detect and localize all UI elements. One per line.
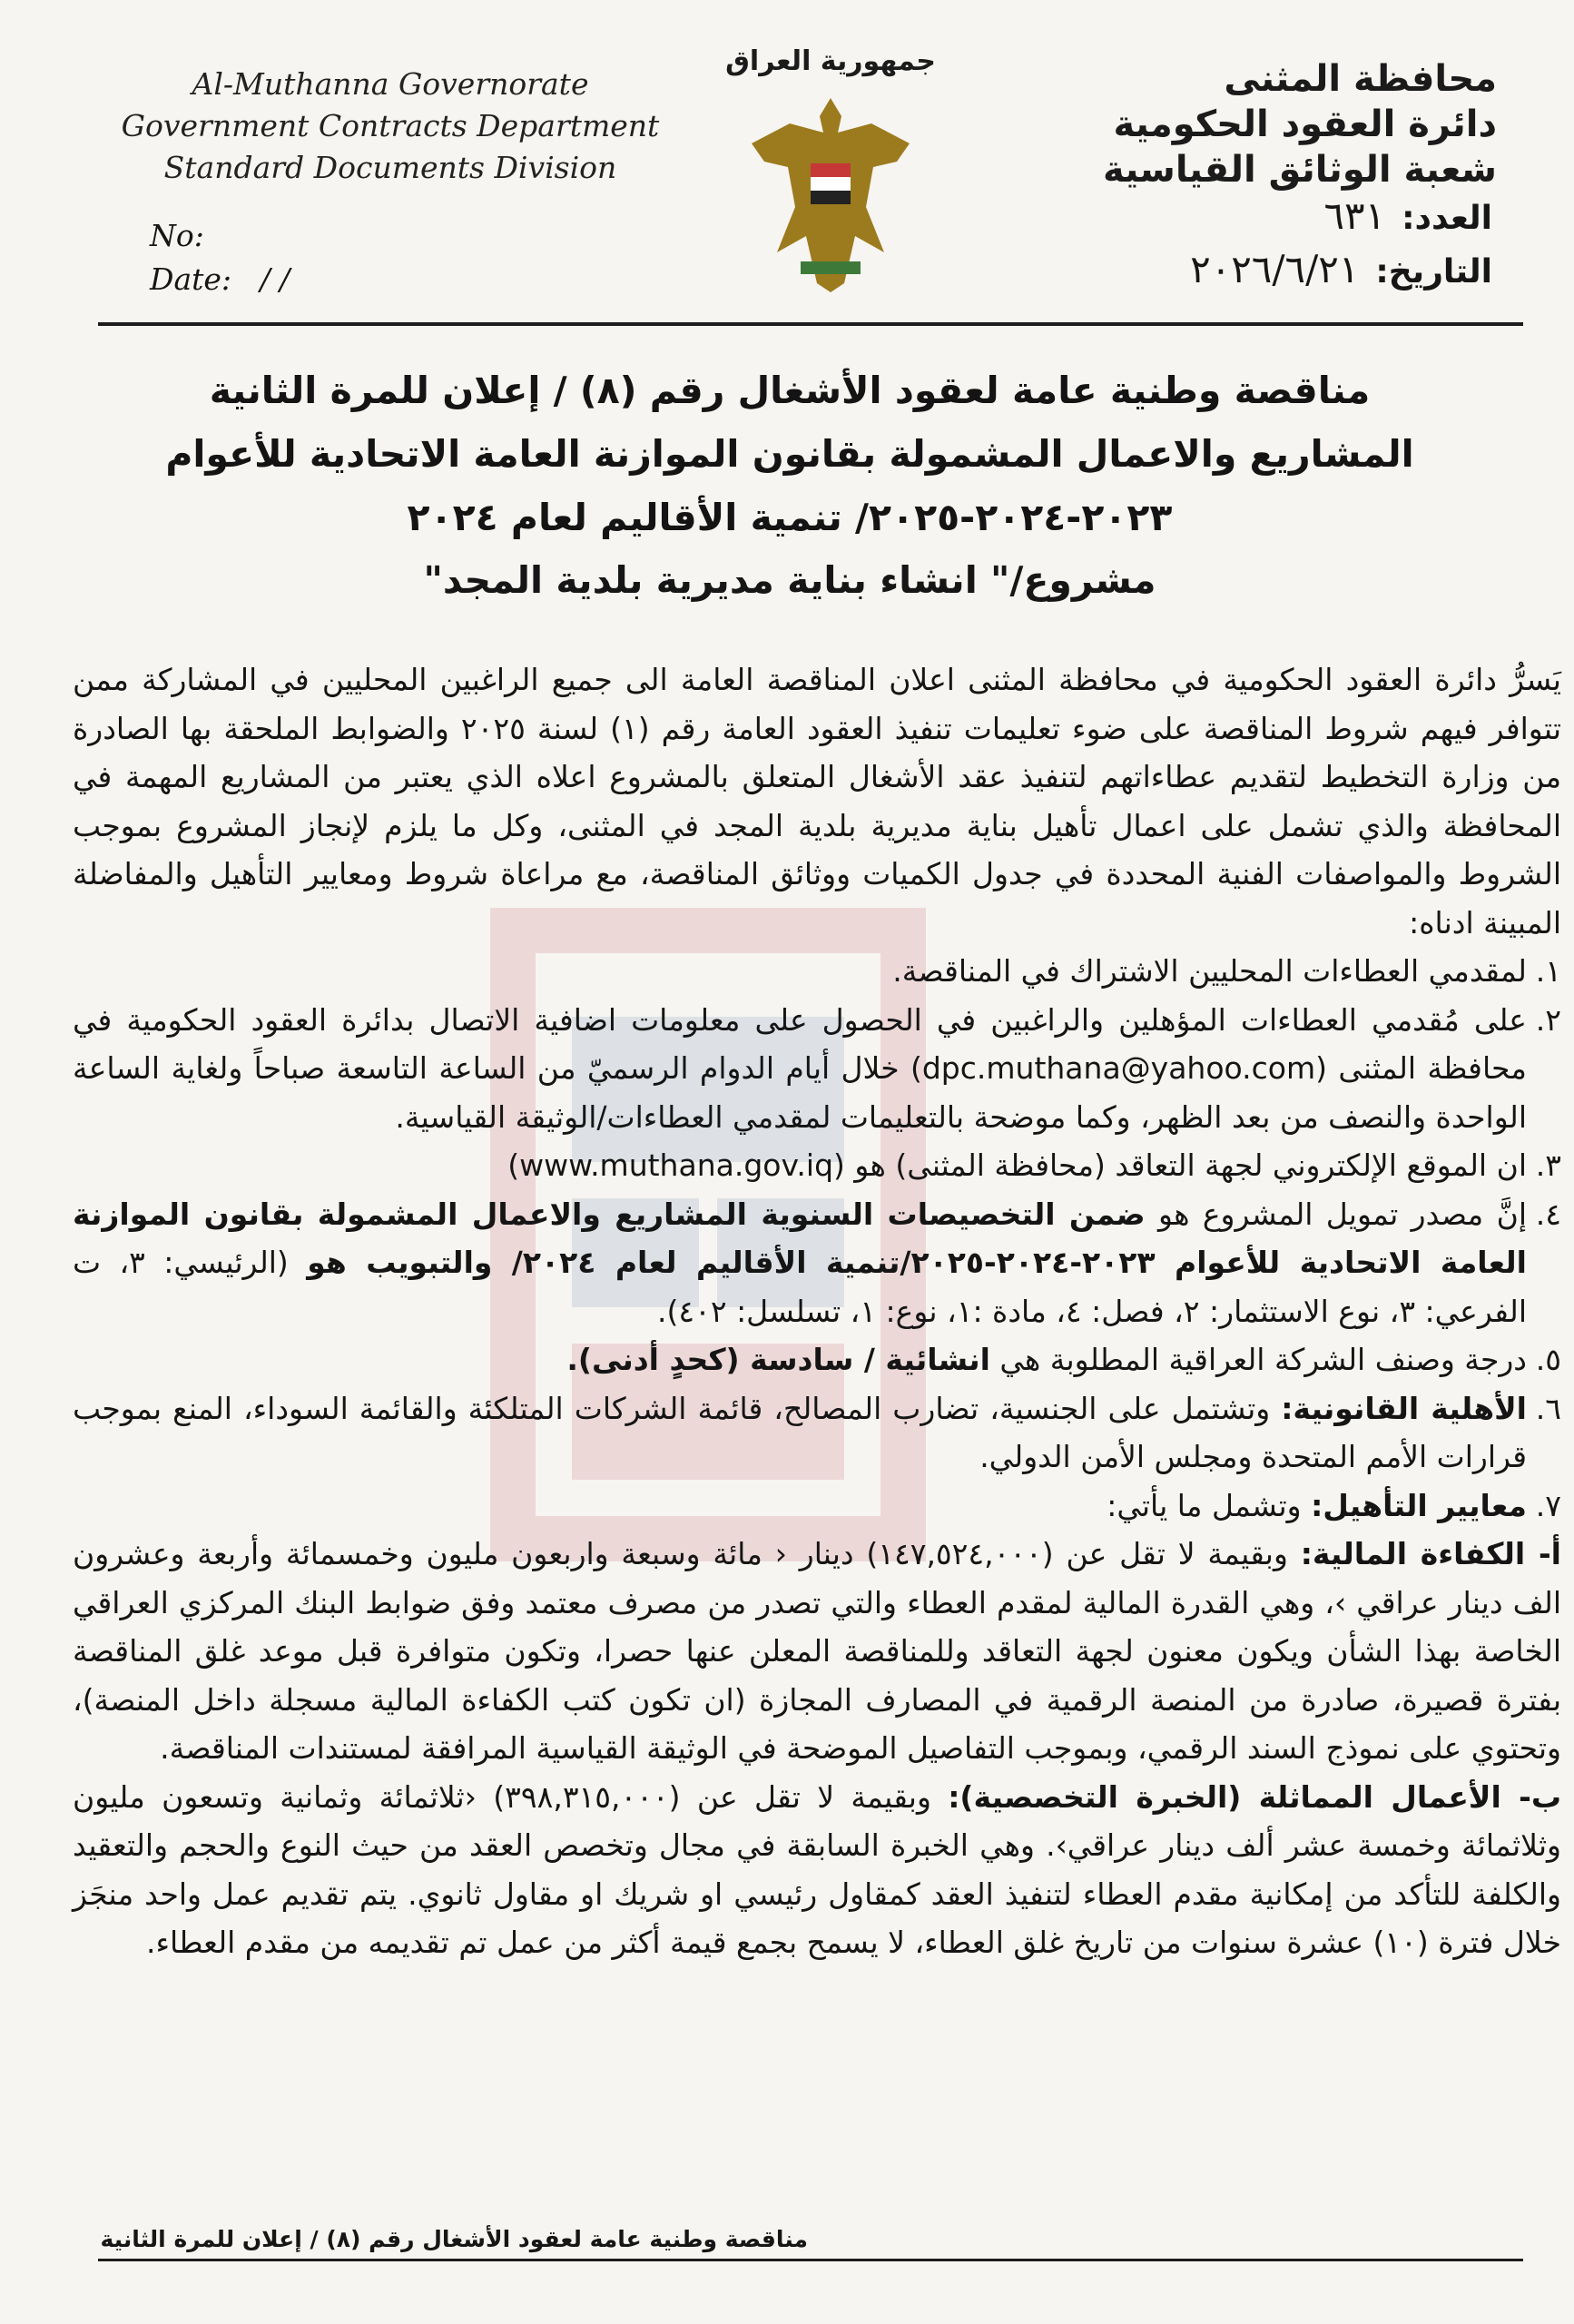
financial-capacity-paragraph [73,1530,1561,1773]
item-text: درجة وصنف الشركة العراقية المطلوبة هي [999,1342,1527,1377]
date-value-en: / / [260,261,290,297]
item-number: ٣. [1535,1147,1561,1183]
letterhead-arabic [1070,56,1497,192]
title-line-1: مناقصة وطنية عامة لعقود الأشغال رقم (٨) / إعلان للمرة الثانية [209,369,1371,412]
list-item [73,1141,1561,1190]
announcement-body [73,655,1561,1967]
similar-works-paragraph [73,1773,1561,1967]
item-text: لمقدمي العطاءات المحليين الاشتراك في المناقصة. [892,953,1527,989]
division-name-en: Standard Documents Division [163,150,617,185]
list-item [73,947,1561,996]
website-url: (www.muthana.gov.iq) [507,1147,845,1183]
item-number: ٧. [1535,1487,1561,1523]
item-number: ١. [1535,953,1561,989]
reference-arabic [1066,191,1492,298]
reference-english [150,214,422,301]
item-text: وتشتمل على الجنسية، تضارب المصالح، قائمة الشركات المتلكئة والقائمة السوداء، المنع بموجب قرارات الأمم المتحدة ومجلس الأمن الدولي. [73,1390,1527,1474]
department-name-ar: دائرة العقود الحكومية [1113,103,1497,145]
date-label-en: Date: [150,261,232,297]
similar-works-text: وبقيمة لا تقل عن (٣٩٨,٣١٥,٠٠٠) ‹ثلاثمائة وثمانية وتسعون مليون وثلاثمائة وخمسة عشر ألف دينار عراقي›. وهي الخبرة السابقة في مجال وتخصص العقد من حيث النوع والحجم والتعقيد والكلفة للتأكد من إمكانية مقدم العطاء لتنفيذ العقد كمقاول رئيسي او شريك او مقاول ثانوي. يتم تقديم عمل واحد منجَز خلال فترة (١٠) عشرة سنوات من تاريخ غلق العطاء، لا يسمح بجمع قيمة أكثر من عمل تم تقديمه من مقدم العطاء. [73,1778,1561,1960]
list-item [73,1482,1561,1531]
item-text: إنَّ مصدر تمويل المشروع هو [1158,1196,1527,1232]
title-line-3: ٢٠٢٣-٢٠٢٤-٢٠٢٥/ تنمية الأقاليم لعام ٢٠٢٤ [407,496,1173,539]
department-name-en: Government Contracts Department [121,108,660,143]
governorate-name-ar: محافظة المثنى [1224,58,1497,100]
item-number: ٥. [1535,1342,1561,1377]
governorate-name-en: Al-Muthanna Governorate [192,66,589,102]
eagle-icon [717,45,944,309]
item-number: ٤. [1535,1196,1561,1232]
item-text: ان الموقع الإلكتروني لجهة التعاقد (محافظة المثنى) هو [854,1147,1527,1183]
list-item [73,996,1561,1142]
company-grade: انشائية / سادسة (كحدٍ أدنى). [566,1342,990,1377]
item-text: وتشمل ما يأتي: [1107,1487,1302,1523]
list-item [73,1335,1561,1384]
footer-divider [98,2259,1523,2261]
contact-email: (dpc.muthana@yahoo.com) [910,1050,1327,1086]
item-text-continued: خلال أيام الدوام الرسميّ من الساعة التاسعة صباحاً ولغاية الساعة الواحدة والنصف من بعد الظهر، وكما موضحة بالتعليمات لمقدمي العطاءات/الوثيقة القياسية. [73,1050,1527,1135]
number-value-ar: ٦٣١ [1323,193,1386,238]
item-text: على مُقدمي العطاءات المؤهلين والراغبين في الحصول على معلومات اضافية الاتصال بدائرة العقود الحكومية في محافظة المثنى [73,1001,1527,1086]
number-label-en: No: [150,218,204,253]
iraq-emblem [717,45,944,309]
similar-works-label: ب- الأعمال المماثلة (الخبرة التخصصية): [948,1778,1561,1815]
number-label-ar: العدد: [1402,200,1492,237]
project-title: مشروع/" انشاء بناية مديرية بلدية المجد" [423,558,1156,602]
announcement-title [100,359,1480,549]
header-divider [98,322,1523,326]
page-footer: مناقصة وطنية عامة لعقود الأشغال رقم (٨) / إعلان للمرة الثانية [100,2226,808,2252]
title-line-2: المشاريع والاعمال المشمولة بقانون الموازنة العامة الاتحادية للأعوام [165,432,1414,476]
intro-paragraph: يَسرُّ دائرة العقود الحكومية في محافظة المثنى اعلان المناقصة العامة الى جميع الراغبين المحليين في المشاركة ممن تتوافر فيهم شروط المناقصة على ضوء تعليمات تنفيذ العقود العامة رقم (١) لسنة ٢٠٢٥ والضوابط الملحقة بها الصادرة من وزارة التخطيط لتقديم عطاءاتهم لتنفيذ عقد الأشغال المتعلق بالمشروع اعلاه الذي يعتبر من المشاريع المهمة في المحافظة والذي تشمل على اعمال تأهيل بناية مديرية بلدية المجد في المثنى، وكل ما يلزم لإنجاز المشروع بموجب الشروط والمواصفات الفنية المحددة في جدول الكميات ووثائق المناقصة، مع مراعاة شروط ومعايير التأهيل والمفاضلة المبينة ادناه: [73,662,1562,940]
item-number: ٦. [1535,1390,1561,1426]
letterhead-english [100,64,681,189]
financial-capacity-label: أ- الكفاءة المالية: [1300,1536,1561,1571]
funding-source: ضمن التخصيصات السنوية المشاريع والاعمال المشمولة بقانون الموازنة العامة الاتحادية للأعوام ٢٠٢٣-٢٠٢٤-٢٠٢٥/تنمية الأقاليم لعام ٢٠٢٤/ والتبويب هو [73,1196,1527,1280]
item-label: معايير التأهيل: [1311,1487,1527,1523]
letterhead [0,0,1574,345]
date-label-ar: التاريخ: [1375,253,1492,290]
date-value-ar: ٢٠٢٦/٦/٢١ [1190,247,1360,291]
list-item [73,1384,1561,1482]
financial-capacity-text: وبقيمة لا تقل عن (١٤٧,٥٢٤,٠٠٠) دينار ‹ مائة وسبعة واربعون مليون وخمسمائة وأربعة وعشرون الف دينار عراقي ›، وهي القدرة المالية لمقدم العطاء والتي تصدر من مصرف معتمد وفق ضوابط البنك المركزي العراقي الخاصة بهذا الشأن ويكون معنون لجهة التعاقد وللمناقصة المعلن عنها حصرا، وتكون متوافرة قبل موعد غلق المناقصة بفترة قصيرة، صادرة من المنصة الرقمية في المصارف المجازة (ان تكون كتب الكفاءة المالية مسجلة داخل المنصة)، وتحتوي على نموذج السند الرقمي، وبموجب التفاصيل الموضحة في الوثيقة القياسية المرافقة لمستندات المناقصة. [73,1536,1561,1766]
item-label: الأهلية القانونية: [1281,1390,1527,1426]
republic-of-iraq-caption: جمهورية العراق [725,45,936,77]
division-name-ar: شعبة الوثائق القياسية [1102,149,1497,191]
list-item [73,1190,1561,1336]
item-number: ٢. [1535,1001,1561,1038]
budget-classification: (الرئيسي: ٣، ت الفرعي: ٣، نوع الاستثمار: ٢، فصل: ٤، مادة :١، نوع: ١، تسلسل: ٤٠٢). [73,1245,1527,1329]
